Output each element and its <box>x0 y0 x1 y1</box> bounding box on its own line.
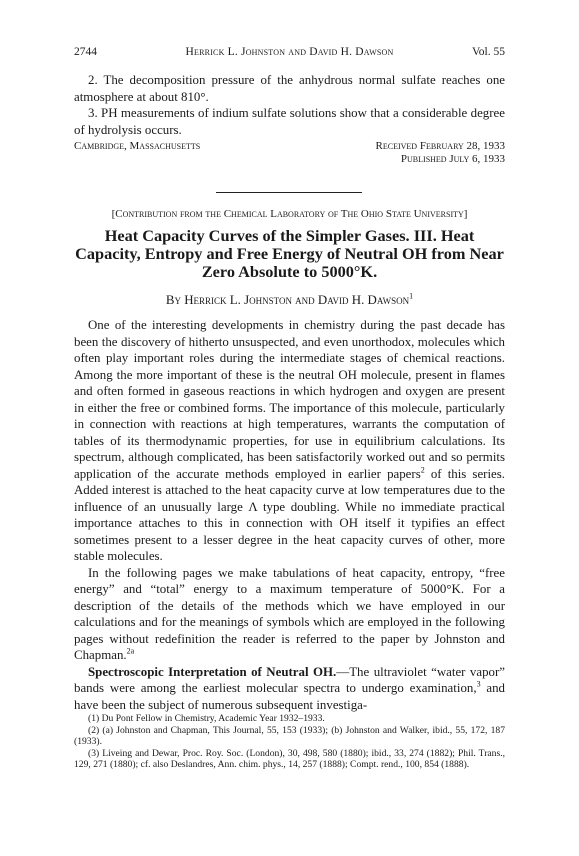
running-title: Herrick L. Johnston and David H. Dawson <box>185 46 394 58</box>
received-date: Received February 28, 1933 <box>375 140 505 152</box>
footnote: (2) (a) Johnston and Chapman, This Journal, 55, 153 (1933); (b) Johnston and Walker, ibid., 55, 172, 187 (1933). <box>74 724 505 748</box>
section-divider <box>216 192 362 193</box>
byline <box>74 293 505 308</box>
footnote: (1) Du Pont Fellow in Chemistry, Academic Year 1932–1933. <box>88 713 325 724</box>
section-heading: Spectroscopic Interpretation of Neutral OH. <box>88 664 337 679</box>
article-title: Heat Capacity Curves of the Simpler Gases. III. Heat Capacity, Entropy and Free Energy of Neutral OH from Near Zero Absolute to 5000°K. <box>75 226 504 281</box>
contribution-line: [Contribution from the Chemical Laboratory of The Ohio State University] <box>111 208 468 220</box>
footnote-ref: 2a <box>126 646 135 656</box>
paragraph-tabulations: In the following pages we make tabulations of heat capacity, entropy, “free energy” and “total” energy to a maximum temperature of 5000°K. For a description of the details of the methods which we have employed in our calculations and for the meanings of symbols which are employed in the following pages without redefinition the reader is referred to the paper by Johnston and Chapman.$^{2a}$ <box>74 565 505 662</box>
page-number: 2744 <box>74 46 97 58</box>
published-date: Published July 6, 1933 <box>400 153 505 165</box>
article-body <box>74 317 505 713</box>
footnotes <box>74 713 505 771</box>
previous-article-conclusions <box>74 72 505 138</box>
volume-label: Vol. 55 <box>471 46 505 58</box>
conclusion-item: 3. PH measurements of indium sulfate solutions show that a considerable degree of hydrolysis occurs. <box>74 106 505 137</box>
location: Cambridge, Massachusetts <box>74 140 201 152</box>
running-header <box>74 46 505 62</box>
conclusion-item: 2. The decomposition pressure of the anhydrous normal sulfate reaches one atmosphere at about 810°. <box>74 73 505 104</box>
author-note-ref: 1 <box>409 291 414 301</box>
article-title-block <box>72 227 507 281</box>
footnote: (3) Liveing and Dewar, Proc. Roy. Soc. (London), 30, 498, 580 (1880); ibid., 33, 274 (1882); Phil. Trans., 129, 271 (1880); cf. also Deslandres, Ann. chim. phys., 14, 257 (1888); Compt. rend., 100, 854 (1888). <box>74 747 505 771</box>
paragraph-spectroscopic: Spectroscopic Interpretation of Neutral OH.—The ultraviolet “water vapor” bands were among the earliest molecular spectra to undergo examination,$^3$ and have been the subject of numerous subsequent investiga- <box>74 664 506 712</box>
paragraph-intro: One of the interesting developments in chemistry during the past decade has been the discovery of hitherto unsuspected, and even unorthodox, molecules which often play important roles during the intermediate stages of chemical reactions. Among the more important of these is the neutral OH molecule, present in flames and often formed in gaseous reactions in which hydrogen and oxygen are present in either the free or combined forms. The importance of this molecule, particularly in connection with reactions at high temperatures, warrants the computation of tables of its thermodynamic properties, for use in equilibrium calculations. Its spectrum, although complicated, has been satisfactorily worked out and so permits application of the accurate methods employed in earlier papers$^2$ of this series. Added interest is attached to the heat capacity curve at low temperatures due to the influence of an unusually large Λ type doubling. While no immediate practical importance attaches to this in connection with OH itself it typifies an effect sometimes present to a lesser degree in the heat capacity curves of other, more stable molecules. <box>74 318 506 563</box>
footnote-ref: 2 <box>420 465 425 475</box>
byline-prefix: By <box>165 293 181 307</box>
footnote-ref: 3 <box>476 679 481 689</box>
authors: Herrick L. Johnston and David H. Dawson <box>184 293 410 307</box>
